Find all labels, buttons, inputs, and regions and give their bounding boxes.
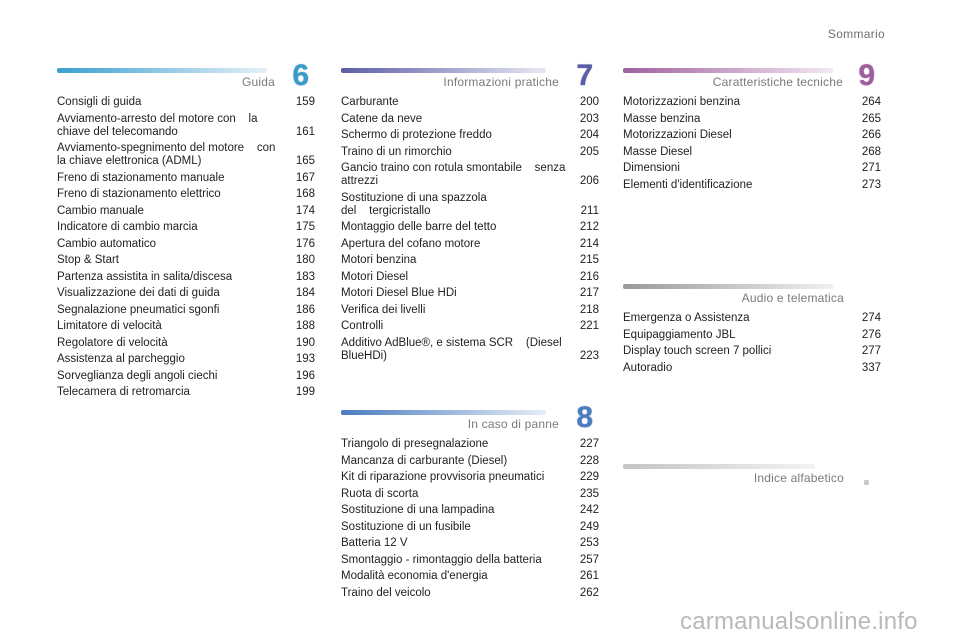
toc-entry-page: 216 [579, 270, 599, 283]
toc-entry-page: 228 [579, 454, 599, 467]
toc-entry[interactable] [623, 329, 881, 342]
section-number: 8 [576, 401, 593, 434]
section-title: Guida [241, 75, 275, 89]
toc-list [623, 312, 881, 375]
toc-entry-title: Limitatore di velocità [57, 320, 162, 332]
section-header [57, 59, 315, 96]
toc-entry-page: 199 [295, 386, 315, 398]
toc-entry[interactable] [341, 488, 599, 501]
toc-entry-page: 186 [295, 303, 315, 316]
section-title: Indice alfabetico [753, 471, 844, 485]
toc-entry-page: 266 [861, 129, 881, 141]
toc-entry-page: 176 [295, 237, 315, 250]
toc-entry[interactable] [623, 162, 881, 175]
section-header [341, 59, 599, 96]
toc-entry[interactable] [341, 304, 599, 317]
toc-entry-page: 268 [861, 145, 881, 158]
toc-entry-page: 183 [295, 270, 315, 283]
toc-entry-title: Consigli di guida [57, 96, 142, 108]
toc-entry[interactable] [57, 254, 315, 267]
toc-entry[interactable] [57, 238, 315, 251]
toc-entry-title: Assistenza al parcheggio [57, 353, 185, 365]
toc-entry-title: Gancio traino con rotula smontabile senza attrezzi [341, 162, 566, 187]
toc-entry-page: 206 [579, 175, 599, 187]
toc-entry-title: Montaggio delle barre del tetto [341, 221, 497, 233]
toc-entry[interactable] [57, 370, 315, 383]
toc-entry-page: 264 [861, 96, 881, 108]
section-header [623, 282, 881, 312]
toc-entry[interactable] [341, 192, 599, 218]
toc-entry-title: Cambio automatico [57, 237, 157, 250]
toc-entry-page: 175 [295, 221, 315, 233]
toc-entry[interactable] [57, 386, 315, 399]
toc-entry[interactable] [57, 205, 315, 218]
section-number: 9 [858, 59, 875, 92]
toc-entry-page: 227 [579, 438, 599, 450]
toc-entry-page: 167 [295, 171, 315, 184]
toc-entry[interactable] [623, 312, 881, 325]
watermark: carmanualsonline.info [680, 608, 918, 635]
section-header [623, 59, 881, 96]
toc-entry-title: Emergenza o Assistenza [623, 312, 750, 324]
toc-entry-title: Motori Diesel Blue HDi [341, 287, 457, 299]
toc-entry-title: Elementi d'identificazione [623, 178, 753, 191]
section-bar [57, 68, 267, 73]
toc-entry-title: Dimensioni [623, 162, 680, 174]
toc-entry-title: Catene da neve [341, 112, 423, 125]
toc-entry-page: 159 [295, 96, 315, 108]
section-bar [623, 284, 833, 289]
toc-entry[interactable] [341, 96, 599, 109]
toc-entry-title: Masse Diesel [623, 145, 693, 158]
section-guida [57, 59, 315, 403]
toc-entry-page: 253 [579, 537, 599, 549]
toc-entry-title: Motorizzazioni Diesel [623, 129, 732, 141]
toc-entry-page: 274 [861, 312, 881, 324]
toc-entry[interactable] [341, 221, 599, 234]
section-number: 6 [292, 59, 309, 92]
toc-entry[interactable] [57, 172, 315, 185]
toc-entry-title: Apertura del cofano motore [341, 237, 481, 250]
toc-entry-page: 261 [579, 570, 599, 582]
section-in-caso-di-panne [341, 401, 599, 603]
toc-entry[interactable] [57, 96, 315, 109]
toc-entry[interactable] [341, 554, 599, 567]
toc-list [341, 438, 599, 600]
toc-entry-title: Sostituzione di una spazzola del tergicristallo [341, 191, 487, 217]
toc-entry[interactable] [623, 129, 881, 142]
toc-entry-page: 168 [295, 188, 315, 200]
toc-entry-page: 265 [861, 112, 881, 125]
toc-entry-page: 276 [861, 328, 881, 341]
toc-entry-page: 200 [579, 96, 599, 108]
toc-entry-title: Kit di riparazione provvisoria pneumatici [341, 471, 545, 483]
section-bar [623, 464, 815, 469]
toc-entry[interactable] [341, 521, 599, 534]
section-bar [341, 68, 546, 73]
toc-entry-page: 257 [579, 553, 599, 566]
toc-entry-title: Motori Diesel [341, 270, 409, 283]
toc-entry-title: Controlli [341, 320, 384, 332]
toc-entry-title: Avviamento-arresto del motore con la chiave del telecomando [57, 112, 258, 138]
toc-entry[interactable] [341, 271, 599, 284]
toc-entry-page: 221 [579, 320, 599, 332]
toc-entry-title: Sostituzione di una lampadina [341, 504, 495, 516]
toc-entry[interactable] [341, 146, 599, 159]
toc-entry-title: Equipaggiamento JBL [623, 328, 736, 341]
toc-entry-title: Motori benzina [341, 254, 417, 266]
toc-entry-page: 217 [579, 287, 599, 299]
toc-entry-page: 196 [295, 369, 315, 382]
toc-entry-page: 229 [579, 471, 599, 483]
toc-entry-page: 215 [579, 254, 599, 266]
toc-entry[interactable] [341, 320, 599, 333]
toc-entry[interactable] [623, 362, 881, 375]
toc-entry-page: 190 [295, 336, 315, 349]
section-audio-e-telematica [623, 282, 881, 378]
toc-entry[interactable] [57, 337, 315, 350]
section-header [341, 401, 599, 438]
toc-entry[interactable] [57, 353, 315, 366]
toc-entry-page: 211 [580, 204, 599, 217]
toc-entry-title: Visualizzazione dei dati di guida [57, 287, 220, 299]
toc-entry-title: Traino del veicolo [341, 586, 431, 599]
section-bar [341, 410, 546, 415]
toc-entry-title: Batteria 12 V [341, 537, 408, 549]
toc-entry-page: 188 [295, 320, 315, 332]
toc-entry-page: 249 [579, 520, 599, 533]
toc-entry-title: Telecamera di retromarcia [57, 386, 190, 398]
toc-entry-title: Sostituzione di un fusibile [341, 520, 471, 533]
toc-entry-page: 193 [295, 353, 315, 365]
toc-entry-page: 235 [579, 487, 599, 500]
toc-entry[interactable] [341, 471, 599, 484]
toc-entry[interactable] [341, 438, 599, 451]
toc-entry[interactable] [341, 162, 599, 188]
toc-entry-page: 273 [861, 178, 881, 191]
section-title: Informazioni pratiche [443, 75, 559, 89]
toc-entry[interactable] [57, 320, 315, 333]
toc-entry-page: 205 [579, 145, 599, 158]
toc-entry[interactable] [341, 455, 599, 468]
toc-entry-title: Motorizzazioni benzina [623, 96, 740, 108]
toc-entry[interactable] [341, 537, 599, 550]
toc-entry-title: Segnalazione pneumatici sgonfi [57, 303, 220, 316]
section-number: 7 [576, 59, 593, 92]
toc-entry-title: Masse benzina [623, 112, 701, 125]
toc-entry-title: Ruota di scorta [341, 487, 419, 500]
section-header [623, 462, 881, 492]
toc-entry[interactable] [623, 96, 881, 109]
toc-entry-page: 212 [579, 221, 599, 233]
toc-entry[interactable] [623, 113, 881, 126]
toc-entry-title: Verifica dei livelli [341, 303, 426, 316]
toc-entry-title: Mancanza di carburante (Diesel) [341, 454, 508, 467]
toc-entry[interactable] [341, 504, 599, 517]
toc-entry[interactable] [623, 345, 881, 358]
toc-entry-title: Modalità economia d'energia [341, 570, 488, 582]
toc-entry-page: 223 [579, 349, 599, 362]
toc-entry[interactable] [623, 146, 881, 159]
toc-entry[interactable] [57, 287, 315, 300]
toc-entry-title: Additivo AdBlue®, e sistema SCR (Diesel BlueHDi) [341, 336, 562, 362]
toc-entry[interactable] [341, 570, 599, 583]
toc-entry[interactable] [57, 271, 315, 284]
toc-entry[interactable] [341, 287, 599, 300]
toc-entry-page: 203 [579, 112, 599, 125]
toc-entry-title: Indicatore di cambio marcia [57, 221, 198, 233]
toc-entry-page: 218 [579, 303, 599, 316]
toc-entry-page: 184 [295, 287, 315, 299]
toc-entry[interactable] [623, 179, 881, 192]
toc-entry[interactable] [341, 337, 599, 363]
toc-entry[interactable] [341, 238, 599, 251]
toc-entry-page: 180 [295, 254, 315, 266]
toc-entry-title: Traino di un rimorchio [341, 145, 452, 158]
toc-entry-title: Carburante [341, 96, 399, 108]
section-caratteristiche-tecniche [623, 59, 881, 195]
toc-entry-page: 174 [295, 204, 315, 217]
toc-entry[interactable] [57, 304, 315, 317]
toc-entry-page: 262 [579, 586, 599, 599]
section-title: Caratteristiche tecniche [712, 75, 843, 89]
toc-entry-page: 271 [861, 162, 881, 174]
toc-list [623, 96, 881, 192]
toc-entry-title: Smontaggio - rimontaggio della batteria [341, 553, 542, 566]
toc-list [57, 96, 315, 399]
toc-entry-page: 214 [579, 237, 599, 250]
toc-list [341, 96, 599, 363]
toc-entry-page: 277 [861, 345, 881, 357]
toc-entry[interactable] [57, 221, 315, 234]
section-informazioni-pratiche [341, 59, 599, 366]
toc-entry-title: Triangolo di presegnalazione [341, 438, 489, 450]
page-header-title: Sommario [827, 27, 885, 41]
toc-entry-page: 204 [579, 129, 599, 141]
toc-entry-page: 337 [861, 361, 881, 374]
section-title: In caso di panne [467, 417, 559, 431]
toc-entry[interactable] [57, 142, 315, 168]
toc-entry[interactable] [341, 129, 599, 142]
toc-entry-title: Schermo di protezione freddo [341, 129, 492, 141]
section-bar [623, 68, 833, 73]
toc-entry-title: Display touch screen 7 pollici [623, 345, 772, 357]
toc-entry-title: Freno di stazionamento elettrico [57, 188, 221, 200]
toc-entry[interactable] [341, 587, 599, 600]
toc-entry-title: Sorveglianza degli angoli ciechi [57, 369, 218, 382]
toc-entry-title: Partenza assistita in salita/discesa [57, 270, 233, 283]
toc-entry[interactable] [57, 188, 315, 201]
section-title: Audio e telematica [741, 291, 844, 305]
toc-entry[interactable] [341, 254, 599, 267]
toc-entry-title: Regolatore di velocità [57, 336, 168, 349]
bullet-icon [864, 480, 869, 485]
toc-entry-page: 161 [295, 125, 315, 138]
toc-entry-title: Avviamento-spegnimento del motore con la chiave elettronica (ADML) [57, 142, 276, 167]
toc-entry-title: Stop & Start [57, 254, 120, 266]
toc-entry[interactable] [57, 113, 315, 139]
toc-entry-page: 165 [295, 155, 315, 167]
section-indice-alfabetico [623, 462, 881, 492]
toc-entry-page: 242 [579, 504, 599, 516]
toc-entry[interactable] [341, 113, 599, 126]
toc-entry-title: Cambio manuale [57, 204, 144, 217]
toc-entry-title: Autoradio [623, 361, 673, 374]
toc-entry-title: Freno di stazionamento manuale [57, 171, 225, 184]
